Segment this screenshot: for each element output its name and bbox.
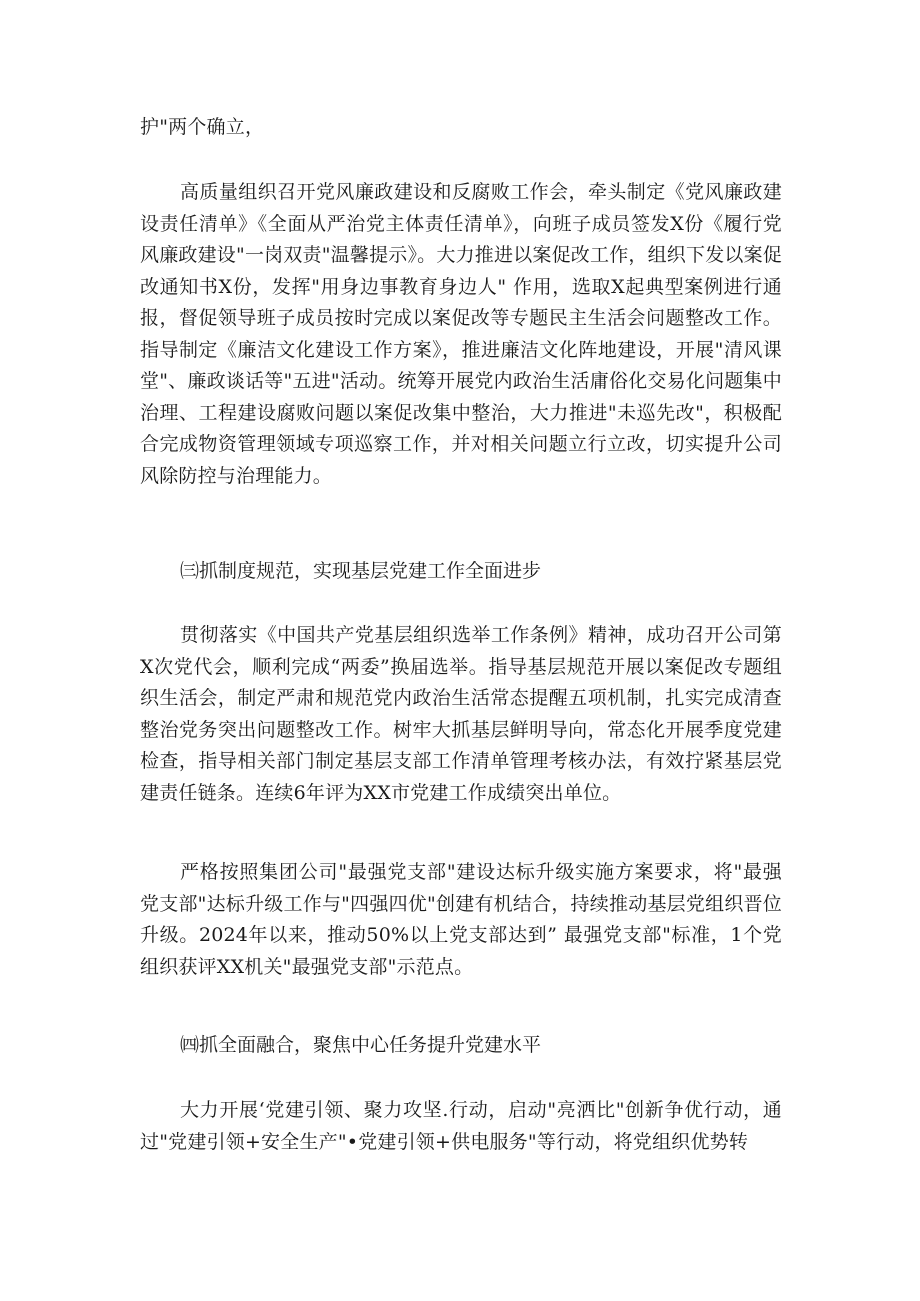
paragraph-election: 贯彻落实《中国共产党基层组织选举工作条例》精神，成功召开公司第X次党代会，顺利完成“两委”换届选举。指导基层规范开展以案促改专题组织生活会，制定严肃和规范党内政治生活常态提醒五项机制，扎实完成清查整治党务突出问题整改工作。树牢大抓基层鲜明导向，常态化开展季度党建检查，指导相关部门制定基层支部工作清单管理考核办法，有效拧紧基层党建责任链条。连续6年评为XX市党建工作成绩突出单位。 [140,624,782,804]
paragraph-integrity-work: 高质量组织召开党风廉政建设和反腐败工作会，牵头制定《党风廉政建设责任清单》《全面从严治党主体责任清单》，向班子成员签发X份《履行党风廉政建设"一岗双责"温馨提示》。大力推进以案促改工作，组织下发以案促改通知书X份，发挥"用身边事教育身边人" 作用，选取X起典型案例进行通报，督促领导班子成员按时完成以案促改等专题民主生活会问题整改工作。指导制定《廉洁文化建设工作方案》，推进廉洁文化阵地建设，开展"清风课堂"、廉政谈话等"五进"活动。统筹开展党内政治生活庸俗化交易化问题集中治理、工程建设腐败问题以案促改集中整治，大力推进"未巡先改"，积极配合完成物资管理领域专项巡察工作，并对相关问题立行立改，切实提升公司风除防控与治理能力。 [140,181,782,487]
section-heading-3: ㈢抓制度规范，实现基层党建工作全面进步 [180,560,542,582]
paragraph-intro-tail: 护"两个确立， [140,116,265,138]
paragraph-fusion: 大力开展‘党建引领、聚力攻坚.行动，启动"亮洒比"创新争优行动，通过"党建引领+安全生产"•党建引领+供电服务"等行动，将党组织优势转 [140,1099,782,1153]
section-heading-4: ㈣抓全面融合，聚焦中心任务提升党建水平 [180,1034,542,1056]
paragraph-strongest-branch: 严格按照集团公司"最强党支部"建设达标升级实施方案要求，将"最强党支部"达标升级工作与"四强四优"创建有机结合，持续推动基层党组织晋位升级。2024年以来，推动50%以上党支部达到” 最强党支部"标准，1个党组织获评XX机关"最强党支部"示范点。 [140,861,782,978]
